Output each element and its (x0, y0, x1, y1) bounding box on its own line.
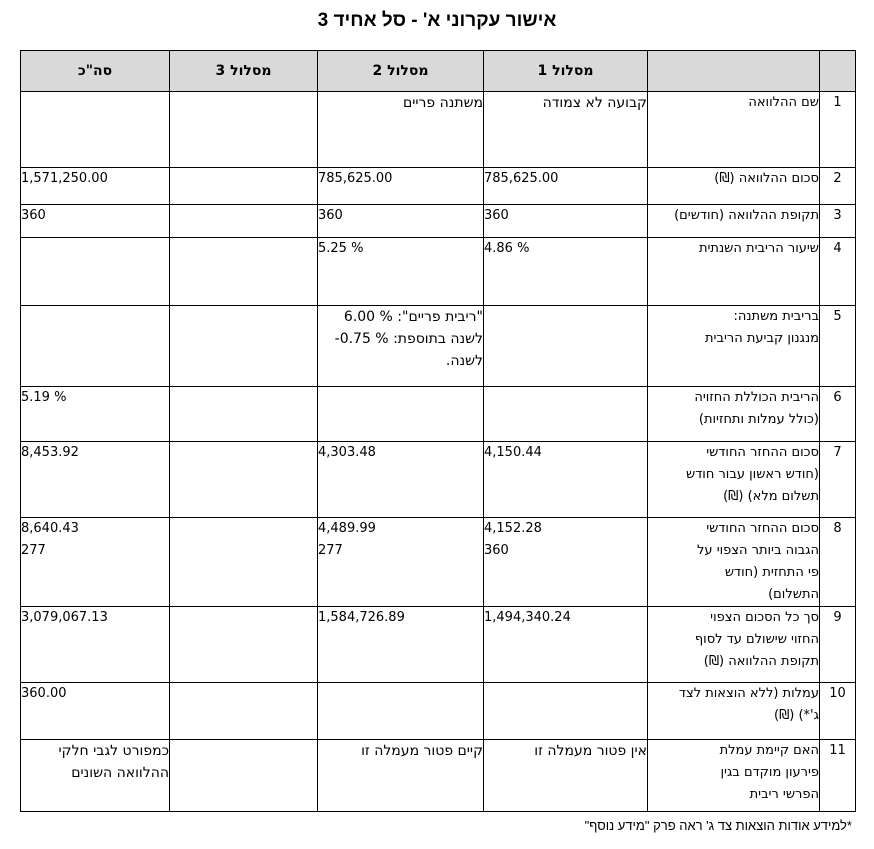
cell-track3 (170, 238, 318, 306)
cell-total (21, 607, 170, 683)
cell-track3 (170, 306, 318, 387)
row-number: 2 (820, 168, 856, 205)
cell-value: כמפורט לגבי חלקי (58, 743, 169, 759)
table-row (21, 205, 856, 238)
row-label-line: הגבוה ביותר הצפוי על (697, 543, 819, 558)
row-number: 8 (820, 518, 856, 607)
cell-total (21, 92, 170, 168)
row-label (648, 238, 820, 306)
header-num (820, 51, 856, 92)
cell-track1 (484, 168, 648, 205)
cell-value: 4.86 % (484, 241, 530, 256)
row-number: 11 (820, 740, 856, 812)
cell-track1 (484, 683, 648, 740)
row-label-line: בריבית משתנה: (733, 309, 819, 324)
cell-value: 277 (21, 543, 46, 558)
table-row (21, 607, 856, 683)
row-label-line: האם קיימת עמלת (719, 743, 819, 758)
cell-value: לשנה. (445, 353, 483, 369)
row-label-line: סכום ההלוואה (₪) (714, 171, 819, 186)
row-label-line: הריבית הכוללת החזויה (694, 390, 819, 405)
cell-total (21, 306, 170, 387)
cell-value: "ריבית פריים": % 6.00 (343, 309, 483, 325)
cell-value: 1,584,726.89 (318, 610, 405, 625)
row-label-line: שיעור הריבית השנתית (698, 241, 819, 256)
cell-track1 (484, 306, 648, 387)
cell-value: 4,303.48 (318, 445, 376, 460)
table-row (21, 168, 856, 205)
cell-total (21, 168, 170, 205)
table-row (21, 683, 856, 740)
cell-value: לשנה בתוספת: % 0.75- (334, 331, 483, 347)
header-label (648, 51, 820, 92)
row-number: 6 (820, 387, 856, 442)
cell-track3 (170, 740, 318, 812)
header-track-3: מסלול 3 (170, 51, 318, 92)
cell-track1 (484, 442, 648, 518)
cell-track2 (318, 168, 484, 205)
table-row (21, 740, 856, 812)
cell-value: 1,571,250.00 (21, 171, 108, 186)
cell-value: 1,494,340.24 (484, 610, 571, 625)
cell-total (21, 238, 170, 306)
cell-total (21, 740, 170, 812)
cell-track2 (318, 740, 484, 812)
row-label (648, 306, 820, 387)
cell-value: 360 (21, 208, 46, 223)
cell-value: קבועה לא צמודה (542, 95, 647, 111)
cell-track1 (484, 607, 648, 683)
cell-track3 (170, 92, 318, 168)
cell-track3 (170, 205, 318, 238)
table-row (21, 442, 856, 518)
cell-value: 8,640.43 (21, 521, 79, 536)
row-label-line: ג'*) (₪) (774, 708, 819, 723)
row-label-line: שם ההלוואה (748, 95, 819, 110)
row-label (648, 205, 820, 238)
cell-value: משתנה פריים (402, 95, 483, 111)
cell-track3 (170, 168, 318, 205)
cell-track2 (318, 607, 484, 683)
cell-track2 (318, 387, 484, 442)
cell-value: 5.19 % (21, 390, 67, 405)
row-label (648, 168, 820, 205)
row-label-line: (כולל עמלות ותחזיות) (698, 412, 819, 427)
table-row (21, 306, 856, 387)
cell-track3 (170, 442, 318, 518)
cell-value: 785,625.00 (318, 171, 393, 186)
cell-track1 (484, 238, 648, 306)
row-label-line: התשלום) (768, 587, 819, 602)
cell-track1 (484, 92, 648, 168)
row-label (648, 607, 820, 683)
cell-track2 (318, 442, 484, 518)
cell-value: 4,150.44 (484, 445, 542, 460)
cell-total (21, 387, 170, 442)
row-label (648, 442, 820, 518)
cell-value: ההלוואה השונים (71, 765, 169, 781)
cell-track1 (484, 387, 648, 442)
cell-track2 (318, 683, 484, 740)
header-track-1: מסלול 1 (484, 51, 648, 92)
row-number: 5 (820, 306, 856, 387)
cell-value: 360 (318, 208, 343, 223)
cell-track2 (318, 205, 484, 238)
cell-value: אין פטור מעמלה זו (534, 743, 647, 759)
cell-track2 (318, 306, 484, 387)
cell-track2 (318, 518, 484, 607)
cell-track3 (170, 683, 318, 740)
row-label-line: תקופת ההלוואה (₪) (703, 654, 819, 669)
row-number: 4 (820, 238, 856, 306)
row-label-line: פי התחזית (חודש (724, 565, 819, 580)
cell-track2 (318, 92, 484, 168)
row-label-line: (חודש ראשון עבור חודש (685, 467, 819, 482)
row-number: 9 (820, 607, 856, 683)
cell-track1 (484, 740, 648, 812)
loan-approval-table (20, 50, 856, 812)
cell-value: 277 (318, 543, 343, 558)
cell-value: 8,453.92 (21, 445, 79, 460)
table-row (21, 92, 856, 168)
table-row (21, 387, 856, 442)
table-row (21, 518, 856, 607)
row-label-line: החזוי שישולם עד לסוף (694, 632, 819, 647)
cell-track2 (318, 238, 484, 306)
row-number: 1 (820, 92, 856, 168)
row-label (648, 683, 820, 740)
row-label-line: מנגנון קביעת הריבית (705, 331, 819, 346)
cell-value: 3,079,067.13 (21, 610, 108, 625)
cell-track3 (170, 387, 318, 442)
row-label-line: פירעון מוקדם בגין (720, 765, 819, 780)
row-label (648, 92, 820, 168)
row-label-line: עמלות (ללא הוצאות לצד (678, 686, 819, 701)
row-label-line: תקופת ההלוואה (חודשים) (674, 208, 819, 223)
header-track-2: מסלול 2 (318, 51, 484, 92)
cell-total (21, 205, 170, 238)
cell-value: 785,625.00 (484, 171, 559, 186)
cell-total (21, 683, 170, 740)
cell-value: 5.25 % (318, 241, 364, 256)
row-label-line: תשלום מלא) (₪) (723, 489, 819, 504)
cell-value: 4,489.99 (318, 521, 376, 536)
header-total: סה"כ (21, 51, 170, 92)
row-label-line: סך כל הסכום הצפוי (710, 610, 819, 625)
cell-total (21, 518, 170, 607)
row-label-line: סכום ההחזר החודשי (706, 445, 819, 460)
row-label (648, 387, 820, 442)
cell-track3 (170, 607, 318, 683)
cell-track3 (170, 518, 318, 607)
cell-value: 4,152.28 (484, 521, 542, 536)
cell-track1 (484, 205, 648, 238)
row-number: 10 (820, 683, 856, 740)
table-row (21, 238, 856, 306)
row-number: 3 (820, 205, 856, 238)
cell-value: 360 (484, 543, 509, 558)
row-label (648, 740, 820, 812)
cell-total (21, 442, 170, 518)
row-label (648, 518, 820, 607)
footnote: *למידע אודות הוצאות צד ג' ראה פרק "מידע נוסף" (584, 818, 852, 833)
cell-value: קיים פטור מעמלה זו (361, 743, 483, 759)
table-header-row (21, 51, 856, 92)
page-title: אישור עקרוני א' - סל אחיד 3 (317, 10, 557, 31)
row-number: 7 (820, 442, 856, 518)
row-label-line: הפרשי ריבית (749, 787, 819, 802)
cell-track1 (484, 518, 648, 607)
row-label-line: סכום ההחזר החודשי (706, 521, 819, 536)
cell-value: 360.00 (21, 686, 67, 701)
cell-value: 360 (484, 208, 509, 223)
